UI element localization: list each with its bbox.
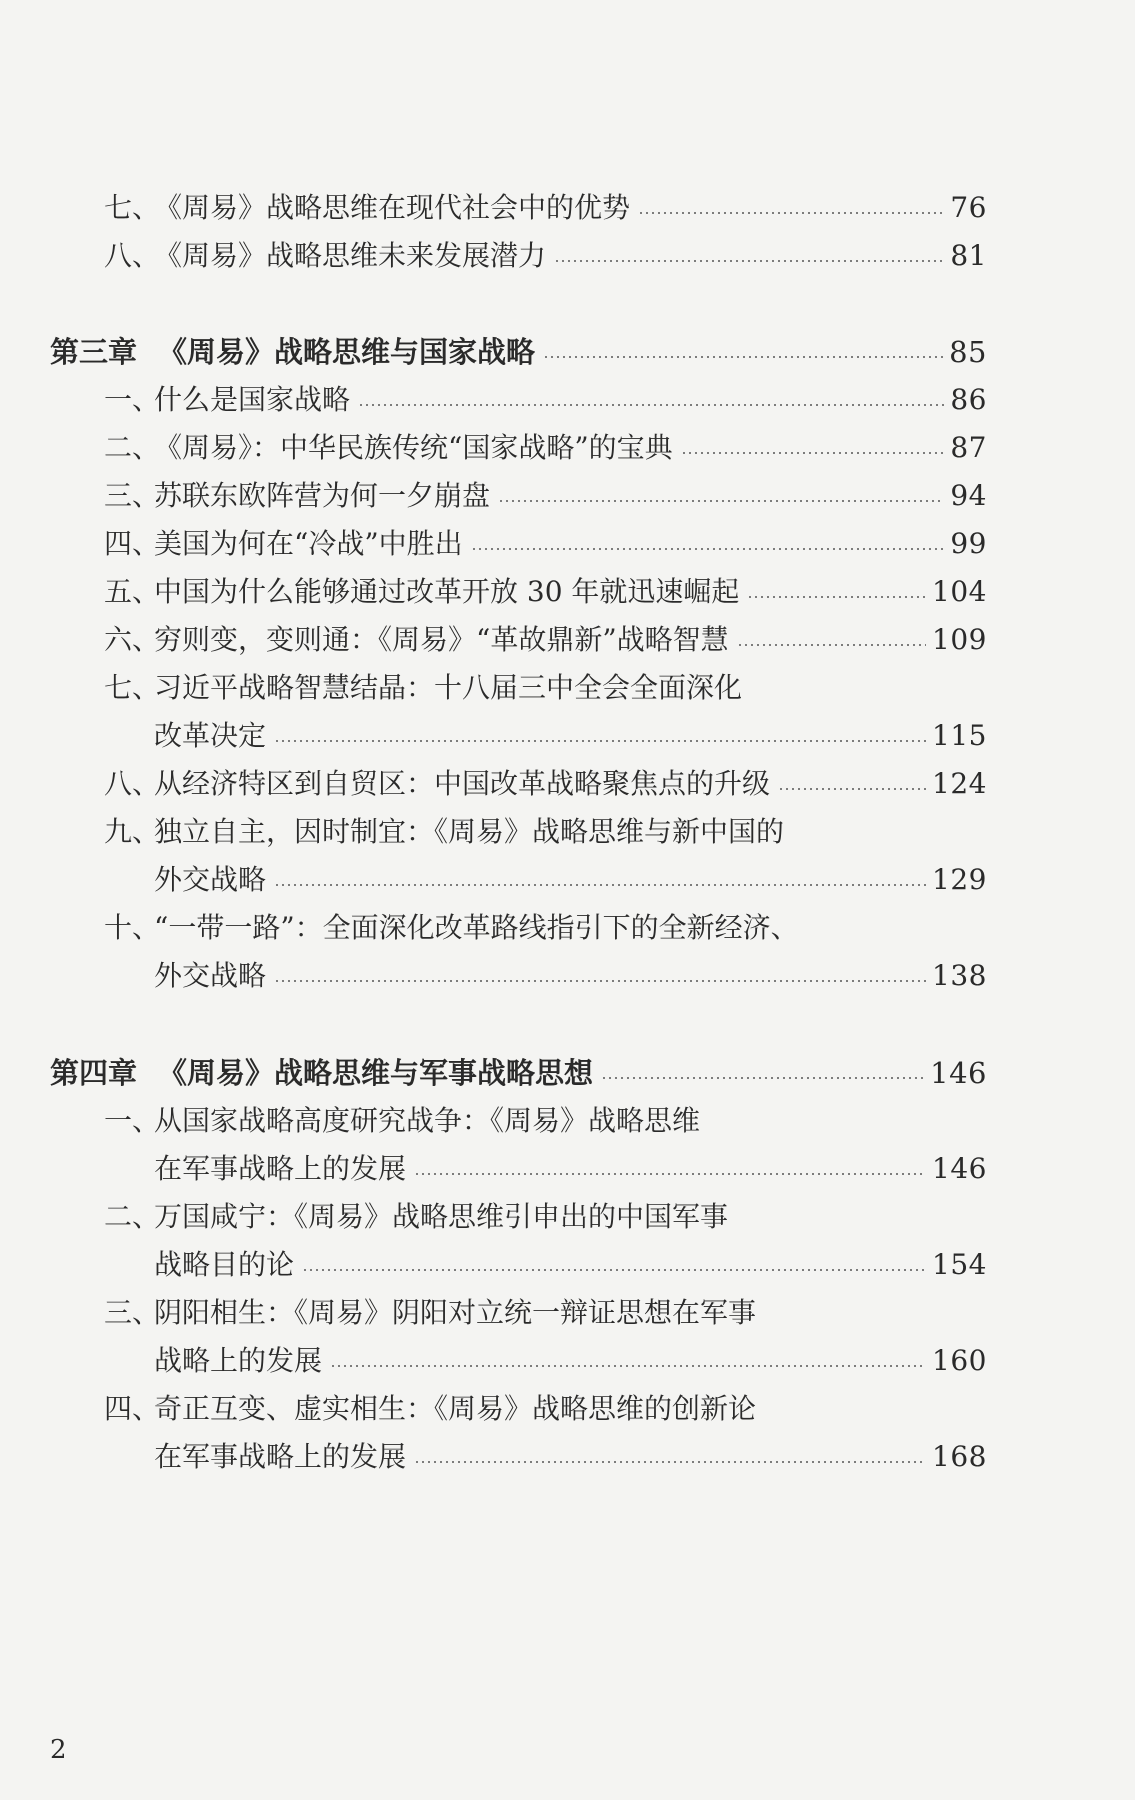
- toc-entry-title: 《周易》：中华民族传统“国家战略”的宝典: [154, 431, 673, 464]
- toc-page-number: 99: [950, 527, 987, 560]
- toc-leader-dots: [778, 788, 926, 790]
- toc-entry-title: 从国家战略高度研究战争：《周易》战略思维: [154, 1104, 701, 1137]
- toc-entry-number: 第三章: [50, 335, 138, 369]
- toc-entry-title: 改革决定: [154, 719, 267, 752]
- toc-entry-number: 九、: [104, 815, 161, 848]
- toc-leader-dots: [414, 1173, 926, 1175]
- toc-page-number: 138: [932, 959, 987, 992]
- toc-page-number: 115: [932, 719, 987, 752]
- toc-leader-dots: [358, 404, 944, 406]
- toc-leader-dots: [601, 1077, 924, 1079]
- toc-leader-dots: [554, 260, 944, 262]
- toc-entry: [0, 474, 1135, 518]
- toc-chapter-entry: [0, 1051, 1135, 1095]
- toc-entry: [0, 1147, 1135, 1191]
- toc-leader-dots: [274, 884, 926, 886]
- toc-entry: [0, 762, 1135, 806]
- toc-page-number: 104: [932, 575, 987, 608]
- toc-entry: [0, 522, 1135, 566]
- toc-page-number: 85: [949, 335, 987, 369]
- toc-entry: [0, 378, 1135, 422]
- toc-entry-number: 三、: [104, 479, 161, 512]
- toc-entry: [0, 1291, 1135, 1335]
- toc-entry-title: 《周易》战略思维在现代社会中的优势: [154, 191, 631, 224]
- toc-entry: [0, 1099, 1135, 1143]
- toc-leader-dots: [330, 1365, 926, 1367]
- toc-page-number: 160: [932, 1344, 987, 1377]
- toc-entry: [0, 906, 1135, 950]
- toc-page-number: 146: [932, 1152, 987, 1185]
- toc-entry-title: 战略上的发展: [154, 1344, 323, 1377]
- toc-entry-number: 四、: [104, 1392, 161, 1425]
- toc-entry: [0, 234, 1135, 278]
- toc-leader-dots: [543, 356, 943, 358]
- toc-entry-number: 三、: [104, 1296, 161, 1329]
- toc-entry-title: 习近平战略智慧结晶：十八届三中全会全面深化: [154, 671, 743, 704]
- toc-entry-title: 战略目的论: [154, 1248, 295, 1281]
- toc-entry-title: 在军事战略上的发展: [154, 1440, 407, 1473]
- toc-entry-title: 阴阳相生：《周易》阴阳对立统一辩证思想在军事: [154, 1296, 757, 1329]
- toc-entry-title: 《周易》战略思维与军事战略思想: [158, 1056, 594, 1090]
- toc-chapter-entry: [0, 330, 1135, 374]
- toc-entry-title: 什么是国家战略: [154, 383, 351, 416]
- toc-entry-title: 从经济特区到自贸区：中国改革战略聚焦点的升级: [154, 767, 771, 800]
- toc-page-number: 154: [932, 1248, 987, 1281]
- toc-entry-number: 八、: [104, 239, 161, 272]
- toc-page-number: 81: [950, 239, 987, 272]
- toc-entry-title: “一带一路”：全面深化改革路线指引下的全新经济、: [154, 911, 799, 944]
- toc-entry: [0, 1195, 1135, 1239]
- toc-entry: [0, 1339, 1135, 1383]
- toc-entry-number: 二、: [104, 1200, 161, 1233]
- toc-entry: [0, 858, 1135, 902]
- toc-entry: [0, 1387, 1135, 1431]
- toc-entry-number: 十、: [104, 911, 161, 944]
- toc-entry: [0, 618, 1135, 662]
- toc-entry-number: 四、: [104, 527, 161, 560]
- toc-entry-title: 万国咸宁：《周易》战略思维引申出的中国军事: [154, 1200, 729, 1233]
- toc-leader-dots: [681, 452, 944, 454]
- toc-leader-dots: [498, 500, 944, 502]
- toc-page-number: 124: [932, 767, 987, 800]
- toc-entry-title: 美国为何在“冷战”中胜出: [154, 527, 463, 560]
- toc-entry: [0, 570, 1135, 614]
- toc-entry-number: 五、: [104, 575, 161, 608]
- toc-leader-dots: [274, 740, 926, 742]
- toc-leader-dots: [274, 980, 926, 982]
- toc-entry-number: 六、: [104, 623, 161, 656]
- toc-entry-title: 《周易》战略思维未来发展潜力: [154, 239, 547, 272]
- toc-entry: [0, 186, 1135, 230]
- toc-entry: [0, 426, 1135, 470]
- toc-page-number: 146: [930, 1056, 987, 1090]
- toc-entry: [0, 666, 1135, 710]
- toc-entry: [0, 954, 1135, 998]
- toc-entry-title: 外交战略: [154, 863, 267, 896]
- toc-page-number: 168: [932, 1440, 987, 1473]
- toc-entry-title: 外交战略: [154, 959, 267, 992]
- toc-entry-number: 第四章: [50, 1056, 138, 1090]
- toc-entry-number: 一、: [104, 383, 161, 416]
- toc-entry-number: 七、: [104, 671, 161, 704]
- toc-entry: [0, 714, 1135, 758]
- toc-leader-dots: [737, 644, 926, 646]
- toc-page-number: 94: [950, 479, 987, 512]
- toc-entry-number: 二、: [104, 431, 161, 464]
- toc-entry-title: 奇正互变、虚实相生：《周易》战略思维的创新论: [154, 1392, 757, 1425]
- toc-leader-dots: [638, 212, 944, 214]
- toc-entry-number: 八、: [104, 767, 161, 800]
- toc-leader-dots: [471, 548, 944, 550]
- toc-entry-title: 在军事战略上的发展: [154, 1152, 407, 1185]
- toc-page-number: 86: [950, 383, 987, 416]
- toc-entry-title: 穷则变，变则通：《周易》“革故鼎新”战略智慧: [154, 623, 729, 656]
- toc-entry: [0, 1435, 1135, 1479]
- toc-leader-dots: [747, 596, 926, 598]
- toc-entry: [0, 810, 1135, 854]
- toc-entry-title: 中国为什么能够通过改革开放 30 年就迅速崛起: [154, 575, 740, 608]
- toc-page-number: 76: [950, 191, 987, 224]
- toc-entry-number: 一、: [104, 1104, 161, 1137]
- toc-leader-dots: [302, 1269, 926, 1271]
- toc-entry: [0, 1243, 1135, 1287]
- toc-entry-number: 七、: [104, 191, 161, 224]
- toc-entry-title: 独立自主，因时制宜：《周易》战略思维与新中国的: [154, 815, 785, 848]
- page-number: 2: [50, 1735, 67, 1765]
- toc-entry-title: 苏联东欧阵营为何一夕崩盘: [154, 479, 491, 512]
- toc-leader-dots: [414, 1461, 926, 1463]
- toc-page-number: 109: [932, 623, 987, 656]
- toc-page-number: 129: [932, 863, 987, 896]
- toc-page-number: 87: [950, 431, 987, 464]
- toc-entry-title: 《周易》战略思维与国家战略: [158, 335, 536, 369]
